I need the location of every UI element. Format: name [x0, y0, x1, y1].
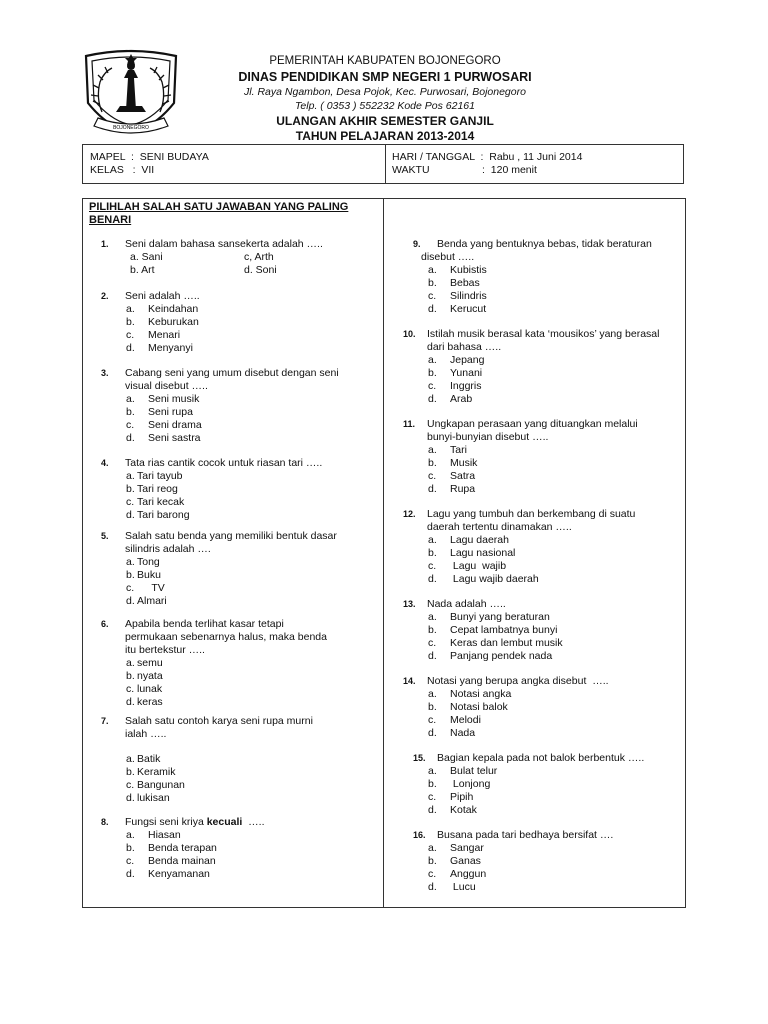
option-a: a. Sangar [428, 842, 484, 854]
department-name: DINAS PENDIDIKAN SMP NEGERI 1 PURWOSARI [238, 70, 532, 84]
question-number: 8. [101, 817, 109, 827]
question-stem: Seni dalam bahasa sansekerta adalah ….. [125, 238, 323, 250]
regency-crest-icon [76, 48, 186, 138]
instruction-text: PILIHLAH SALAH SATU JAWABAN YANG PALING BENARI [89, 201, 349, 226]
options-list [428, 354, 484, 406]
option-c: c. Bangunan [126, 779, 185, 791]
question-stem: Benda yang bentuknya bebas, tidak beraturan [437, 238, 652, 250]
option-d: d. Kerucut [428, 303, 487, 315]
option-a: a. Tari tayub [126, 470, 183, 482]
option-c: c. Melodi [428, 714, 481, 726]
school-phone: Telp. ( 0353 ) 552232 Kode Pos 62161 [294, 100, 475, 112]
info-kelas: KELAS : VII [90, 164, 155, 176]
question-stem-cont: permukaan sebenarnya halus, maka benda [125, 631, 327, 643]
option-c: c. Satra [428, 470, 476, 482]
exam-title: ULANGAN AKHIR SEMESTER GANJIL [276, 114, 494, 128]
question-number: 11. [403, 419, 416, 429]
option-b: b. Tari reog [126, 483, 178, 495]
options-list [428, 264, 487, 316]
question-stem-cont: bunyi-bunyian disebut ….. [427, 431, 549, 443]
options-list [428, 765, 497, 817]
option-b: b. Musik [428, 457, 478, 469]
options-list [126, 470, 190, 522]
option-a: a. Tari [428, 444, 467, 456]
option-a: a. semu [126, 657, 163, 669]
column-divider [383, 199, 384, 907]
options-list [126, 753, 185, 805]
option-c: c. Keras dan lembut musik [428, 637, 563, 649]
option-b: b. Lonjong [428, 778, 491, 790]
option-d: d. Lucu [428, 881, 476, 893]
question-number: 16. [413, 830, 426, 840]
question-number: 7. [101, 716, 109, 726]
option-d: d. Panjang pendek nada [428, 650, 553, 662]
option-b: b. Cepat lambatnya bunyi [428, 624, 558, 636]
option-b: b. Art [130, 264, 155, 276]
option-b: b. Bebas [428, 277, 480, 289]
option-a: a. Bunyi yang beraturan [428, 611, 550, 623]
government-name: PEMERINTAH KABUPATEN BOJONEGORO [269, 55, 501, 67]
question-stem: Nada adalah ….. [427, 598, 506, 610]
option-c: c, Arth [244, 251, 274, 263]
option-c: c. TV [126, 582, 165, 594]
question-stem-cont: daerah tertentu dinamakan ….. [427, 521, 572, 533]
option-a: a. Notasi angka [428, 688, 512, 700]
question-number: 1. [101, 239, 109, 249]
question-stem: Apabila benda terlihat kasar tetapi [125, 618, 284, 630]
question-stem-cont: silindris adalah …. [125, 543, 211, 555]
question-number: 3. [101, 368, 109, 378]
question-stem-cont: itu bertekstur ….. [125, 644, 205, 656]
option-c: c. Inggris [428, 380, 482, 392]
question-stem: Notasi yang berupa angka disebut ….. [427, 675, 609, 687]
option-c: c. Menari [126, 329, 181, 341]
info-divider [385, 145, 386, 183]
info-hari-tanggal: HARI / TANGGAL : Rabu , 11 Juni 2014 [392, 151, 583, 163]
options-list [126, 393, 202, 445]
option-b: b. Lagu nasional [428, 547, 516, 559]
option-b: b. Notasi balok [428, 701, 508, 713]
option-c: c. Tari kecak [126, 496, 185, 508]
question-stem-cont: ialah ….. [125, 728, 167, 740]
option-d: d. Seni sastra [126, 432, 201, 444]
question-stem: Bagian kepala pada not balok berbentuk ….. [437, 752, 645, 764]
option-a: a. Tong [126, 556, 160, 568]
option-a: a. Keindahan [126, 303, 199, 315]
question-stem-cont: visual disebut ….. [125, 380, 208, 392]
options-list [126, 829, 217, 881]
option-d: d. Tari barong [126, 509, 190, 521]
question-stem: Busana pada tari bedhaya bersifat …. [437, 829, 614, 841]
question-number: 2. [101, 291, 109, 301]
option-c: c. Anggun [428, 868, 487, 880]
question-number: 4. [101, 458, 109, 468]
svg-text:BOJONEGORO: BOJONEGORO [113, 125, 149, 131]
option-a: a. Sani [130, 251, 163, 263]
question-stem: Tata rias cantik cocok untuk riasan tari ….. [125, 457, 323, 469]
option-a: a. Kubistis [428, 264, 487, 276]
question-stem: Salah satu contoh karya seni rupa murni [125, 715, 313, 727]
option-a: a. Jepang [428, 354, 485, 366]
question-number: 5. [101, 531, 109, 541]
option-d: d. Almari [126, 595, 167, 607]
info-mapel: MAPEL : SENI BUDAYA [90, 151, 209, 163]
question-stem-cont: dari bahasa ….. [427, 341, 502, 353]
option-d: d. Soni [244, 264, 277, 276]
option-b: b. Yunani [428, 367, 483, 379]
options-list [428, 444, 477, 496]
question-stem: Cabang seni yang umum disebut dengan seni [125, 367, 339, 379]
option-c: c. lunak [126, 683, 163, 695]
option-d: d. Kotak [428, 804, 477, 816]
options-list [126, 303, 199, 355]
info-waktu: WAKTU : 120 menit [392, 164, 537, 176]
options-list [126, 657, 163, 709]
option-c: c. Silindris [428, 290, 487, 302]
option-a: a. Seni musik [126, 393, 200, 405]
option-b: b. Keramik [126, 766, 176, 778]
question-number: 10. [403, 329, 416, 339]
option-d: d. Menyanyi [126, 342, 193, 354]
option-a: a. Bulat telur [428, 765, 498, 777]
option-d: d. Kenyamanan [126, 868, 210, 880]
options-list [428, 842, 486, 894]
options-list [428, 534, 539, 586]
option-d: d. Arab [428, 393, 473, 405]
school-header [200, 54, 570, 144]
option-b: b. Buku [126, 569, 161, 581]
option-d: d. lukisan [126, 792, 170, 804]
option-c: c. Benda mainan [126, 855, 216, 867]
question-number: 9. [413, 239, 421, 249]
question-number: 6. [101, 619, 109, 629]
question-stem: Seni adalah ….. [125, 290, 200, 302]
academic-year: TAHUN PELAJARAN 2013-2014 [295, 129, 475, 143]
options-list [126, 556, 167, 608]
option-a: a. Lagu daerah [428, 534, 509, 546]
exam-info-box [82, 144, 684, 184]
option-b: b. Ganas [428, 855, 481, 867]
keyword-kecuali: kecuali [206, 816, 243, 828]
option-a: a. Hiasan [126, 829, 181, 841]
option-b: b. Benda terapan [126, 842, 217, 854]
question-stem: Lagu yang tumbuh dan berkembang di suatu [427, 508, 636, 520]
option-d: d. Nada [428, 727, 476, 739]
option-a: a. Batik [126, 753, 161, 765]
question-number: 12. [403, 509, 416, 519]
option-c: c. Seni drama [126, 419, 202, 431]
option-c: c. Lagu wajib [428, 560, 507, 572]
options-list [428, 688, 511, 740]
question-stem: Ungkapan perasaan yang dituangkan melalui [427, 418, 638, 430]
option-c: c. Pipih [428, 791, 474, 803]
school-address: Jl. Raya Ngambon, Desa Pojok, Kec. Purwosari, Bojonegoro [244, 86, 526, 98]
question-stem: Salah satu benda yang memiliki bentuk dasar [125, 530, 337, 542]
option-b: b. Seni rupa [126, 406, 193, 418]
question-number: 13. [403, 599, 416, 609]
option-d: d. Lagu wajib daerah [428, 573, 539, 585]
options-list [428, 611, 563, 663]
question-stem: Istilah musik berasal kata ‘mousikos’ yang berasal [427, 328, 660, 340]
question-number: 14. [403, 676, 416, 686]
option-b: b. nyata [126, 670, 163, 682]
question-stem-cont: disebut ….. [421, 251, 475, 263]
option-d: d. Rupa [428, 483, 476, 495]
option-b: b. Keburukan [126, 316, 199, 328]
question-stem: Fungsi seni kriya kecuali ….. [125, 816, 265, 828]
option-d: d. keras [126, 696, 163, 708]
question-number: 15. [413, 753, 426, 763]
